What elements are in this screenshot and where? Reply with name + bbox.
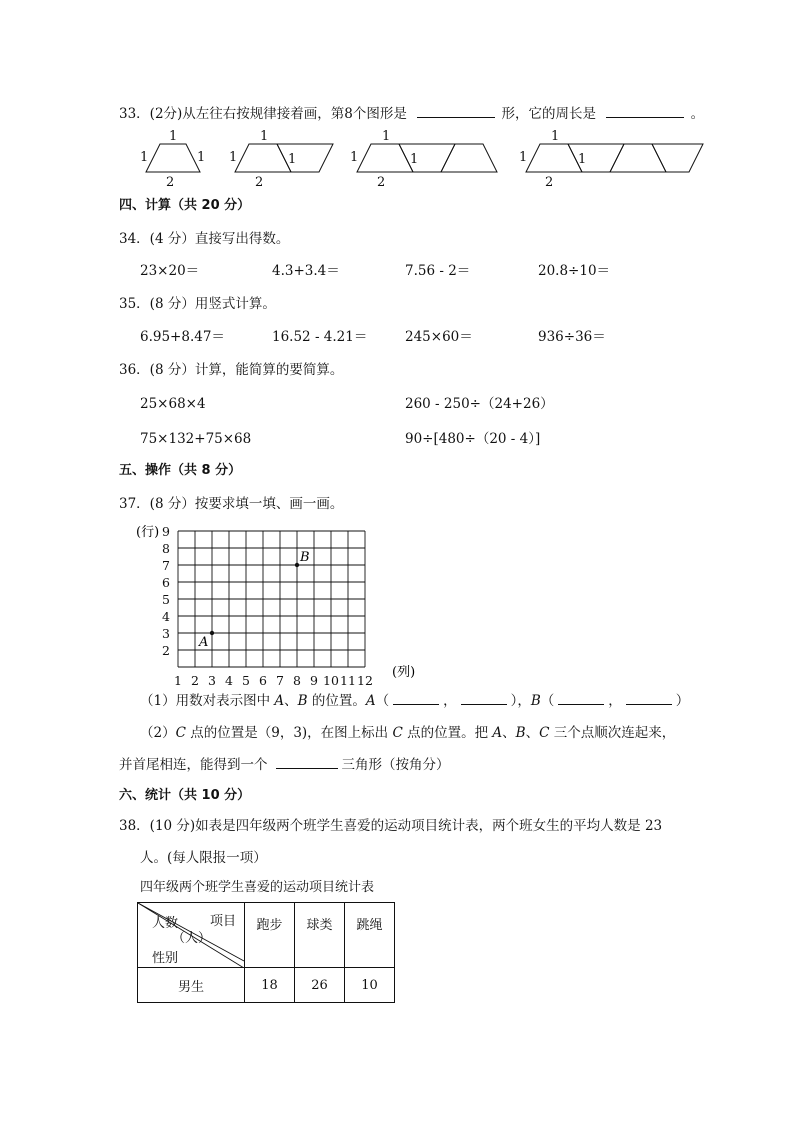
q37-p2-var-a: A <box>492 725 503 741</box>
q33-fig2-mid-label: 1 <box>288 152 297 167</box>
q33-fig2-bottom-label: 2 <box>255 175 264 190</box>
q37-p3-text-2: 三角形（按角分） <box>341 757 450 773</box>
q36-item-2: 260 - 250÷（24+26） <box>405 396 554 412</box>
q33-fig3-parallelogram <box>399 144 455 172</box>
q37-p2-text-6: 三个点顺次连起来， <box>549 725 676 741</box>
q36-item-4: 90÷[480÷（20 - 4）] <box>405 431 541 447</box>
q38-header-gender: 性别 <box>152 951 179 966</box>
q33-pattern-figures <box>0 124 794 194</box>
q37-point-a <box>210 631 214 635</box>
q37-part-1 <box>140 692 689 709</box>
q33-fig3-top-label: 1 <box>382 129 391 144</box>
q38-header-item: 项目 <box>210 914 237 929</box>
q38-header-unit: （人） <box>172 931 212 946</box>
q33-fig3-left-label: 1 <box>350 150 359 165</box>
q37-p1-text-7: （ <box>540 693 555 709</box>
section-4-heading: 四、计算（共 20 分） <box>119 198 251 213</box>
q33-fig4-mid-label: 1 <box>578 152 587 167</box>
q38-row-boys-running: 18 <box>245 968 295 1003</box>
q37-p2-text-5: 、 <box>525 725 540 741</box>
q37-p1-var-a2: A <box>365 693 376 709</box>
q37-point-b-label: B <box>300 550 310 565</box>
q37-p2-text-2: 点的位置是（9，3)，在图上标出 <box>185 725 393 741</box>
q38-col-ball: 球类 <box>295 903 345 968</box>
y-tick-label: 5 <box>162 592 170 607</box>
y-tick-label: 7 <box>162 558 170 573</box>
y-tick-label: 8 <box>162 541 170 556</box>
q33-fig1-right-label: 1 <box>197 150 206 165</box>
q37-b-col-blank[interactable] <box>558 692 604 705</box>
q37-title: 37．(8 分）按要求填一填、画一画。 <box>119 496 344 512</box>
q37-p2-var-c2: C <box>392 725 403 741</box>
q34-title: 34．(4 分）直接写出得数。 <box>119 231 290 247</box>
q37-a-col-blank[interactable] <box>393 692 439 705</box>
x-tick-label: 8 <box>293 673 301 685</box>
q37-p1-text-1: （1）用数对表示图中 <box>140 693 275 709</box>
y-tick-label: 6 <box>162 575 170 590</box>
q38-col-rope: 跳绳 <box>345 903 395 968</box>
q37-x-unit-label: (列) <box>392 665 416 680</box>
q37-triangle-type-blank[interactable] <box>276 756 338 769</box>
q37-p1-text-2: 、 <box>284 693 298 709</box>
q37-p1-text-9: ） <box>675 693 690 709</box>
q38-line-2: 人。(每人限报一项） <box>140 850 267 866</box>
q33-fig1-bottom-label: 2 <box>166 175 175 190</box>
q37-b-row-blank[interactable] <box>626 692 672 705</box>
x-tick-label: 2 <box>191 673 199 685</box>
q37-p1-text-6: ）， <box>510 693 531 709</box>
x-tick-label: 6 <box>259 673 267 685</box>
q37-coordinate-grid[interactable] <box>130 520 430 685</box>
q34-item-1: 23×20＝ <box>140 263 200 279</box>
q36-item-3: 75×132+75×68 <box>140 431 252 447</box>
q35-item-2: 16.52 - 4.21＝ <box>272 329 368 345</box>
x-tick-label: 3 <box>208 673 216 685</box>
q33-text-c: 。 <box>690 106 705 122</box>
q33-fig4-left-label: 1 <box>519 150 528 165</box>
q33-fig2-left-label: 1 <box>229 150 238 165</box>
x-tick-label: 12 <box>357 673 373 685</box>
q37-p1-text-3: 的位置。 <box>307 693 366 709</box>
q33-fig2-top-label: 1 <box>260 129 269 144</box>
x-tick-label: 10 <box>323 673 339 685</box>
q37-point-b <box>295 563 299 567</box>
y-tick-label: 4 <box>162 609 170 624</box>
q37-p1-text-8: ， <box>608 693 622 709</box>
q33-fig2-trapezoid <box>235 144 291 172</box>
q35-item-3: 245×60＝ <box>405 329 473 345</box>
q33-fig3-trapezoid2 <box>441 144 497 172</box>
q33-fig4-trapezoid2 <box>610 144 666 172</box>
q37-p1-var-b: B <box>297 693 308 709</box>
section-5-heading: 五、操作（共 8 分） <box>119 463 242 478</box>
q37-p1-text-5: ， <box>443 693 457 709</box>
q37-p2-text-3: 点的位置。把 <box>402 725 493 741</box>
q33-fig4-parallelogram <box>568 144 624 172</box>
q34-item-2: 4.3+3.4＝ <box>272 263 340 279</box>
q37-p2-var-c3: C <box>539 725 550 741</box>
q33-fig2-parallelogram <box>277 144 333 172</box>
q33-fig3-mid-label: 1 <box>410 152 419 167</box>
q35-title: 35．(8 分）用竖式计算。 <box>119 296 276 312</box>
q37-p3-text-1: 并首尾相连，能得到一个 <box>119 757 268 773</box>
q37-part-2 <box>140 725 675 741</box>
q33-line <box>119 105 704 122</box>
x-tick-label: 9 <box>310 673 318 685</box>
q37-p2-text-4: 、 <box>502 725 516 741</box>
q37-p1-var-b2: B <box>530 693 541 709</box>
q37-p2-text-1: （2） <box>140 725 176 741</box>
q38-header-count: 人数 <box>152 916 179 931</box>
x-tick-label: 11 <box>340 673 356 685</box>
q38-row-boys-label: 男生 <box>138 968 245 1003</box>
q33-shape-blank[interactable] <box>417 105 495 118</box>
q35-item-4: 936÷36＝ <box>538 329 606 345</box>
q33-fig4-top-label: 1 <box>551 129 560 144</box>
x-tick-label: 5 <box>242 673 250 685</box>
q37-p2-var-c: C <box>175 725 186 741</box>
q37-p1-var-a: A <box>274 693 285 709</box>
q33-perimeter-blank[interactable] <box>606 105 684 118</box>
q33-text-b: 形，它的周长是 <box>501 106 596 122</box>
q33-fig1-top-label: 1 <box>169 129 178 144</box>
x-tick-label: 1 <box>174 673 182 685</box>
x-tick-label: 4 <box>225 673 233 685</box>
q36-item-1: 25×68×4 <box>140 396 206 412</box>
q33-text-a: 33．(2分)从左往右按规律接着画，第8个图形是 <box>119 106 407 122</box>
y-tick-label: 2 <box>162 643 170 658</box>
q37-a-row-blank[interactable] <box>461 692 507 705</box>
q38-line-1: 38．(10 分)如表是四年级两个班学生喜爱的运动项目统计表，两个班女生的平均人数是 23 <box>119 818 663 834</box>
x-tick-label: 7 <box>276 673 284 685</box>
q34-item-3: 7.56 - 2＝ <box>405 263 471 279</box>
q33-fig4-parallelogram2 <box>652 144 703 172</box>
q38-diagonal-header <box>138 903 245 968</box>
y-tick-label: 3 <box>162 626 170 641</box>
q37-part-3 <box>119 756 450 773</box>
q38-stat-table <box>137 902 395 1003</box>
q37-p1-text-4: （ <box>375 693 390 709</box>
q33-fig1-trapezoid <box>146 144 200 172</box>
q33-fig4-trapezoid <box>526 144 582 172</box>
y-tick-label: 9 <box>162 524 170 539</box>
q37-point-a-label: A <box>199 635 209 650</box>
q34-item-4: 20.8÷10＝ <box>538 263 611 279</box>
section-6-heading: 六、统计（共 10 分） <box>119 788 251 803</box>
q38-table-title: 四年级两个班学生喜爱的运动项目统计表 <box>140 880 375 895</box>
q37-y-unit-label: (行) <box>136 525 160 540</box>
q37-p2-var-b: B <box>515 725 526 741</box>
q38-row-boys-ball: 26 <box>295 968 345 1003</box>
q35-item-1: 6.95+8.47＝ <box>140 329 225 345</box>
q36-title: 36．(8 分）计算，能简算的要简算。 <box>119 362 344 378</box>
q33-fig3-bottom-label: 2 <box>377 175 386 190</box>
q33-fig4-bottom-label: 2 <box>545 175 554 190</box>
q38-col-running: 跑步 <box>245 903 295 968</box>
q33-fig3-trapezoid <box>357 144 413 172</box>
q33-fig1-left-label: 1 <box>140 150 149 165</box>
q38-row-boys-rope: 10 <box>345 968 395 1003</box>
